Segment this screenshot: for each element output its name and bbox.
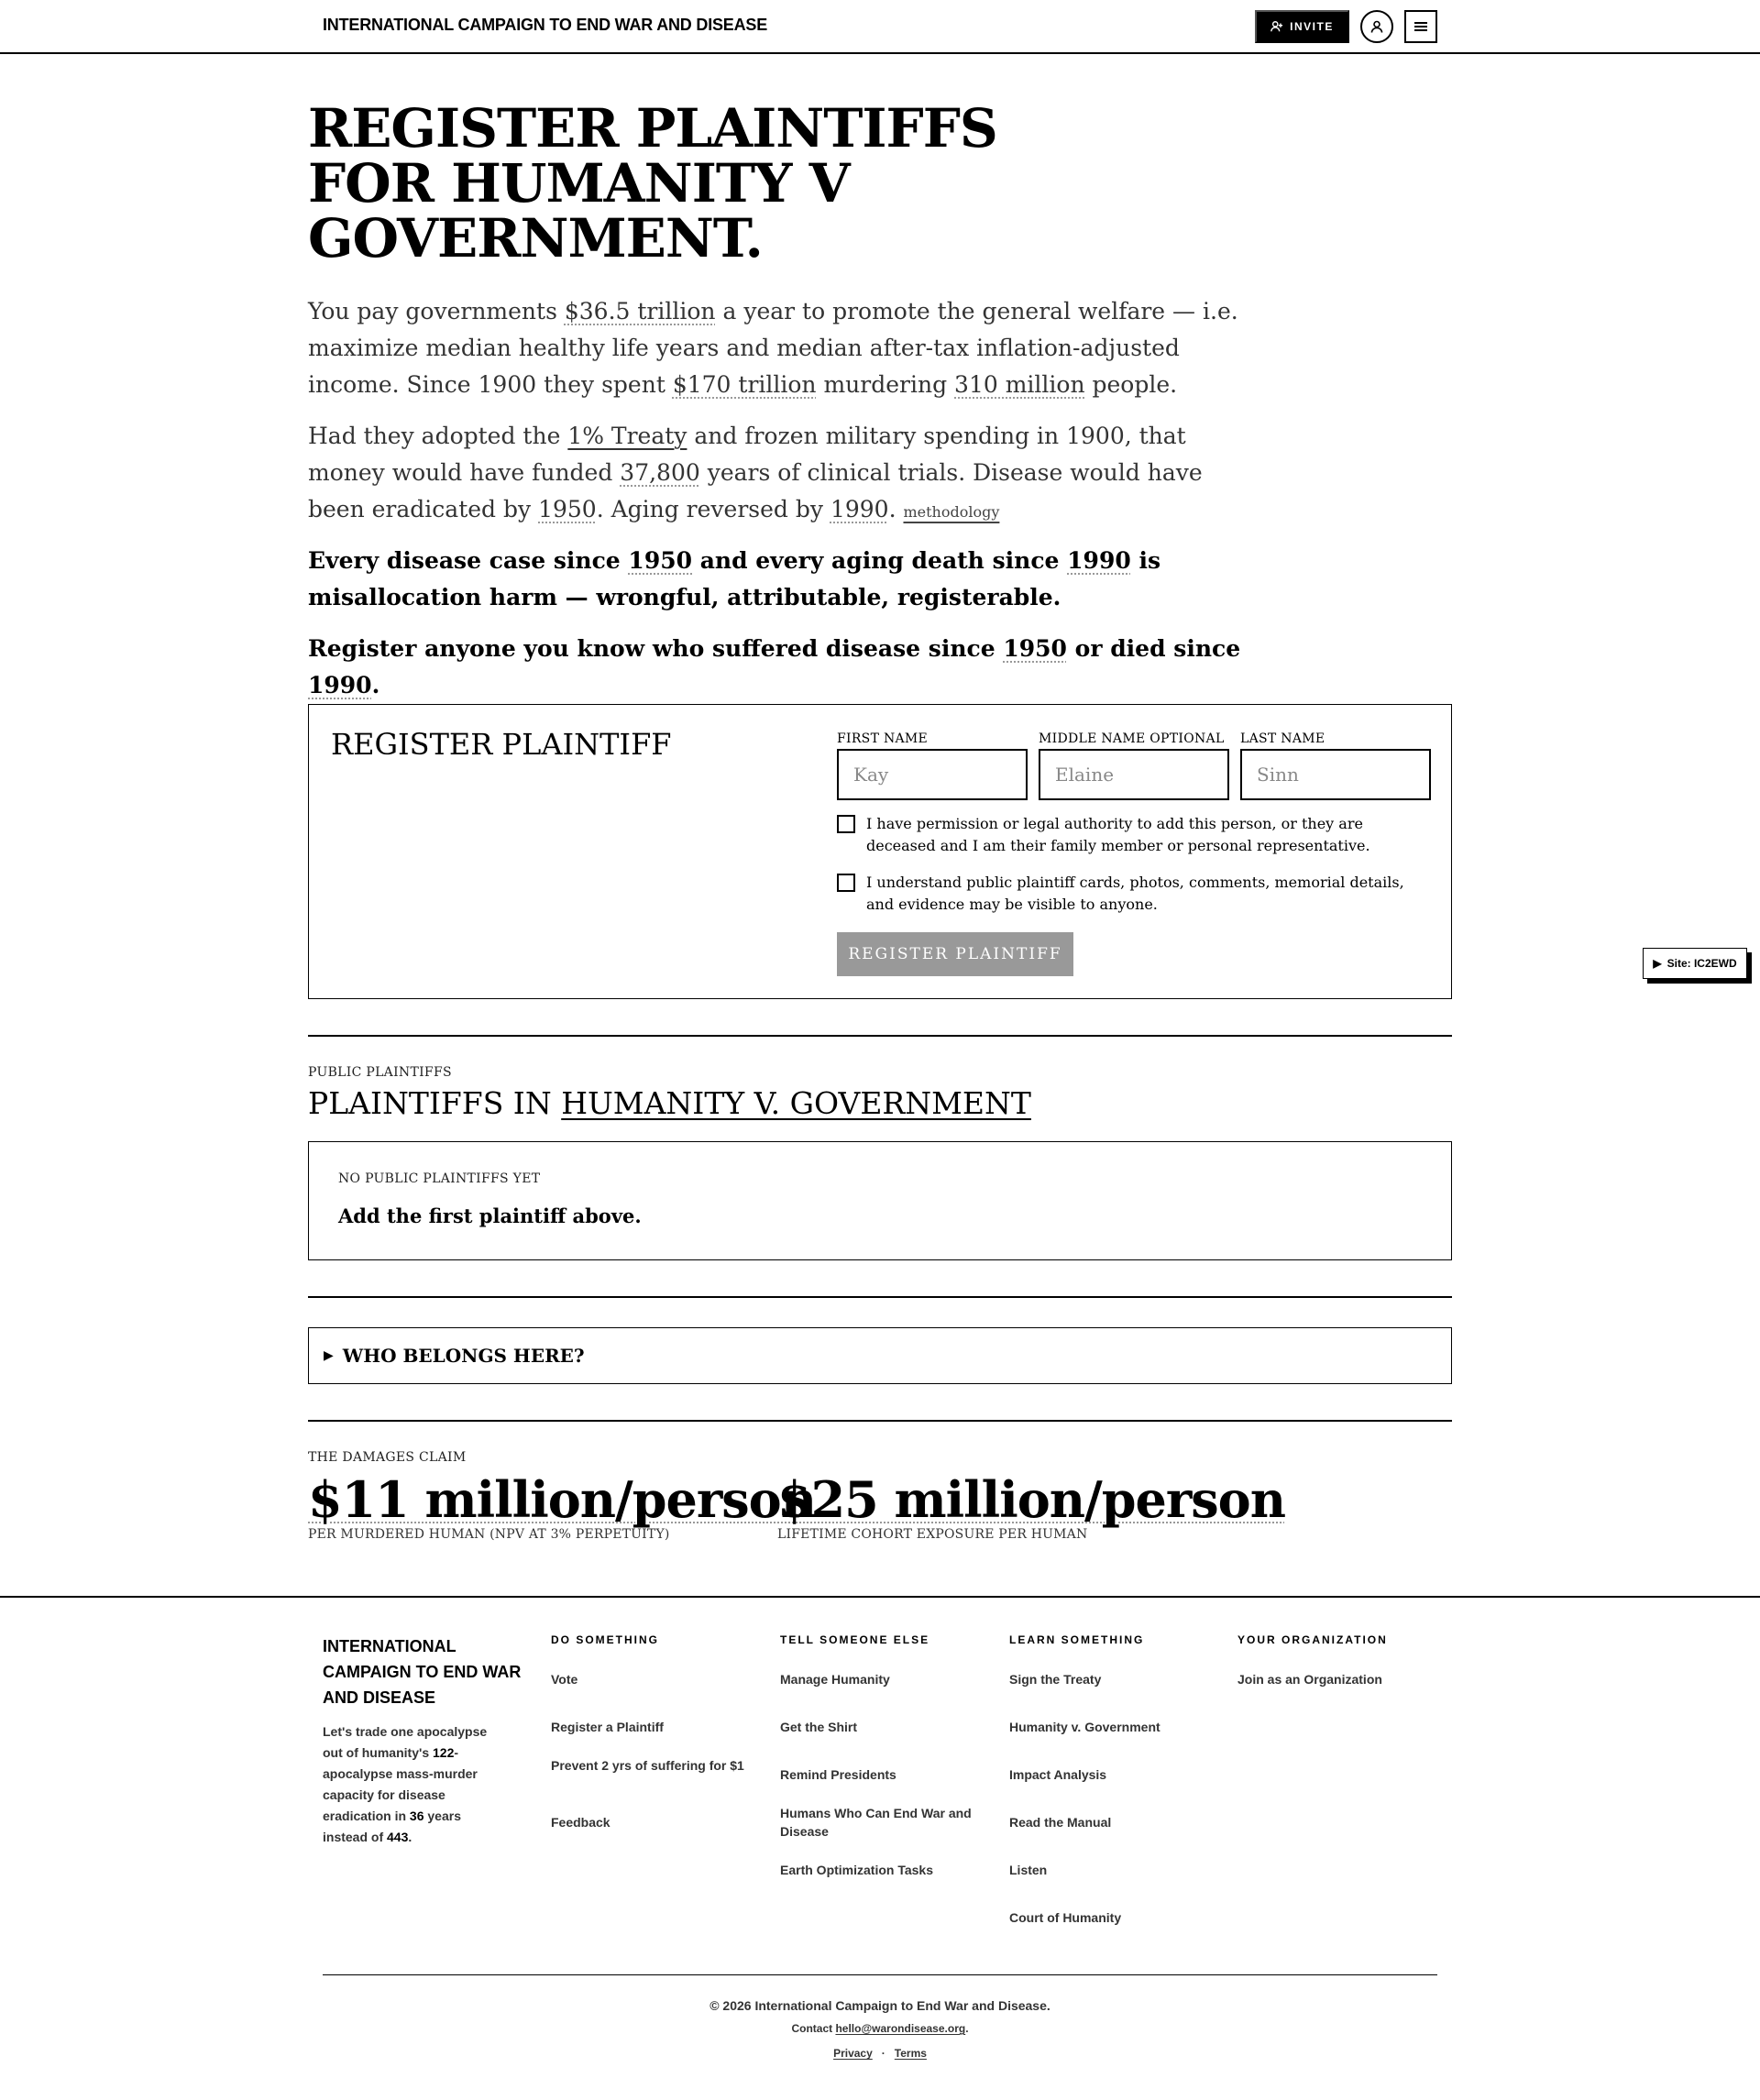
amount-link[interactable]: 310 million [954,371,1085,398]
number: 122 [433,1745,455,1760]
contact-line [0,2022,1760,2035]
text: Every disease case since [308,547,629,574]
intro-paragraph-2 [308,418,1252,531]
text: and frozen military spending in 1900, that money would have funded [308,423,1186,486]
text: and every aging death since [692,547,1068,574]
top-navigation-bar [0,0,1760,54]
page-title [308,97,1133,269]
text: Contact [791,2022,836,2035]
footer-link-impact-analysis[interactable]: Impact Analysis [1009,1767,1107,1782]
permission-checkbox[interactable] [837,815,855,833]
footer-link-humanity-v-government[interactable]: Humanity v. Government [1009,1720,1160,1734]
footer-link-court-of-humanity[interactable]: Court of Humanity [1009,1910,1122,1925]
footer-link-vote[interactable]: Vote [551,1672,578,1687]
privacy-link[interactable]: Privacy [833,2047,873,2060]
text: years of clinical trials. Disease would have been eradicated by [308,459,1203,522]
year-link[interactable]: 1950 [1003,635,1067,662]
year-link[interactable]: 1990 [1067,547,1131,574]
intro-paragraph-3 [308,543,1252,616]
footer-col-title: TELL SOMEONE ELSE [780,1633,930,1646]
footer-col-title: YOUR ORGANIZATION [1238,1633,1388,1646]
visibility-checkbox[interactable] [837,874,855,892]
footer-bottom-divider [323,1974,1437,1975]
text: Register anyone you know who suffered disease since [308,635,1004,662]
plaintiffs-empty-state [308,1141,1452,1260]
text: a year to promote the general welfare — i.e. maximize median healthy life years and median after-tax inflation-adjusted income. Since 1900 they spent [308,298,1238,398]
text: . [371,672,380,698]
middle-name-input[interactable] [1039,749,1229,800]
invite-button[interactable] [1255,10,1349,43]
years-link[interactable]: 37,800 [620,459,700,486]
footer-link-sign-treaty[interactable]: Sign the Treaty [1009,1672,1102,1687]
section-divider [308,1296,1452,1298]
text: murdering [816,371,955,398]
footer-link-register-plaintiff[interactable]: Register a Plaintiff [551,1720,664,1734]
text: PLAINTIFFS IN [308,1085,562,1121]
year-link[interactable]: 1950 [628,547,693,574]
text: is misallocation harm — wrongful, attributable, registerable. [308,547,1161,610]
site-badge-label: Site: IC2EWD [1666,957,1737,970]
methodology-link[interactable]: methodology [903,503,1000,521]
footer-link-listen[interactable]: Listen [1009,1863,1048,1877]
footer-link-remind-presidents[interactable]: Remind Presidents [780,1767,896,1782]
terms-link[interactable]: Terms [894,2047,927,2060]
year-link[interactable]: 1990 [830,496,889,522]
hamburger-icon [1414,21,1427,32]
user-icon [1370,19,1384,34]
who-belongs-label: WHO BELONGS HERE? [342,1345,585,1367]
invite-label: INVITE [1290,20,1334,33]
empty-kicker: NO PUBLIC PLAINTIFFS YET [338,1171,541,1186]
footer-divider [0,1596,1760,1598]
last-name-input[interactable] [1240,749,1431,800]
section-divider [308,1420,1452,1422]
title-line-1: REGISTER PLAINTIFFS [308,97,997,159]
footer-link-earth-optimization[interactable]: Earth Optimization Tasks [780,1863,933,1877]
damages-caption-murdered: PER MURDERED HUMAN (NPV AT 3% PERPETUITY) [308,1527,670,1542]
text: -apocalypse mass-murder capacity for disease eradication in [323,1745,478,1823]
text: . Aging reversed by [596,496,830,522]
section-divider [308,1035,1452,1037]
first-name-label: FIRST NAME [837,731,929,746]
register-plaintiff-button[interactable]: REGISTER PLAINTIFF [837,932,1073,976]
text: You pay governments [308,298,565,324]
plaintiffs-heading [308,1085,1031,1121]
footer-link-get-shirt[interactable]: Get the Shirt [780,1720,858,1734]
damages-caption-lifetime: LIFETIME COHORT EXPOSURE PER HUMAN [777,1527,1088,1542]
last-name-label: LAST NAME [1240,731,1326,746]
first-name-input[interactable] [837,749,1028,800]
title-line-2: FOR HUMANITY V [308,152,850,214]
copyright: © 2026 International Campaign to End War and Disease. [710,1998,1050,2013]
year-link[interactable]: 1950 [538,496,597,522]
visibility-checkbox-label: I understand public plaintiff cards, photos, comments, memorial details, and evidence may be visible to anyone. [866,874,1404,913]
damages-value-murdered[interactable]: $11 million/person [308,1470,816,1529]
amount-link[interactable]: $170 trillion [672,371,817,398]
form-title: REGISTER PLAINTIFF [331,727,672,762]
play-icon: ▶ [1653,957,1662,970]
user-plus-icon [1270,20,1283,33]
text: . [888,496,904,522]
footer-tagline [323,1721,506,1848]
intro-paragraph-4 [308,631,1252,704]
damages-kicker: THE DAMAGES CLAIM [308,1450,467,1465]
year-link[interactable]: 1990 [308,672,372,698]
text: Let's trade one apocalypse out of humanity's [323,1724,488,1760]
title-line-3: GOVERNMENT. [308,207,763,269]
treaty-link[interactable]: 1% Treaty [567,423,688,449]
humanity-v-government-link[interactable]: HUMANITY V. GOVERNMENT [561,1085,1031,1121]
footer-link-read-manual[interactable]: Read the Manual [1009,1815,1112,1830]
who-belongs-disclosure[interactable] [308,1327,1452,1384]
number: 443 [387,1830,409,1844]
intro-paragraph-1 [308,293,1252,403]
register-plaintiff-form [308,704,1452,999]
text: years instead of [323,1809,461,1844]
middle-name-label: MIDDLE NAME OPTIONAL [1039,731,1225,746]
contact-email-link[interactable]: hello@warondisease.org [835,2022,966,2035]
site-badge[interactable] [1643,948,1747,979]
footer-brand[interactable]: INTERNATIONAL CAMPAIGN TO END WAR AND DISEASE [323,1637,522,1707]
site-brand[interactable]: INTERNATIONAL CAMPAIGN TO END WAR AND DISEASE [323,16,768,34]
number: 36 [409,1809,424,1823]
triangle-right-icon: ▶ [324,1348,334,1363]
footer-link-prevent-suffering[interactable]: Prevent 2 yrs of suffering for $1 [551,1758,744,1773]
text: . [408,1830,412,1844]
text: . [965,2022,969,2035]
footer-link-join-organization[interactable]: Join as an Organization [1238,1672,1382,1687]
section-kicker: PUBLIC PLAINTIFFS [308,1065,452,1080]
footer-link-manage-humanity[interactable]: Manage Humanity [780,1672,890,1687]
footer-link-feedback[interactable]: Feedback [551,1815,610,1830]
legal-links [0,2047,1760,2060]
text: or died since [1066,635,1241,662]
footer-link-humans-who-can[interactable]: Humans Who Can End War and Disease [780,1806,972,1839]
permission-checkbox-label: I have permission or legal authority to add this person, or they are deceased and I am their family member or personal representative. [866,815,1370,854]
footer-col-title: DO SOMETHING [551,1633,660,1646]
text: people. [1084,371,1178,398]
footer-col-title: LEARN SOMETHING [1009,1633,1145,1646]
account-button[interactable] [1360,10,1393,43]
menu-button[interactable] [1404,10,1437,43]
text: Had they adopted the [308,423,568,449]
amount-link[interactable]: $36.5 trillion [564,298,716,324]
empty-text: Add the first plaintiff above. [338,1204,642,1227]
separator: · [881,2047,886,2060]
damages-value-lifetime[interactable]: $25 million/person [777,1470,1285,1529]
